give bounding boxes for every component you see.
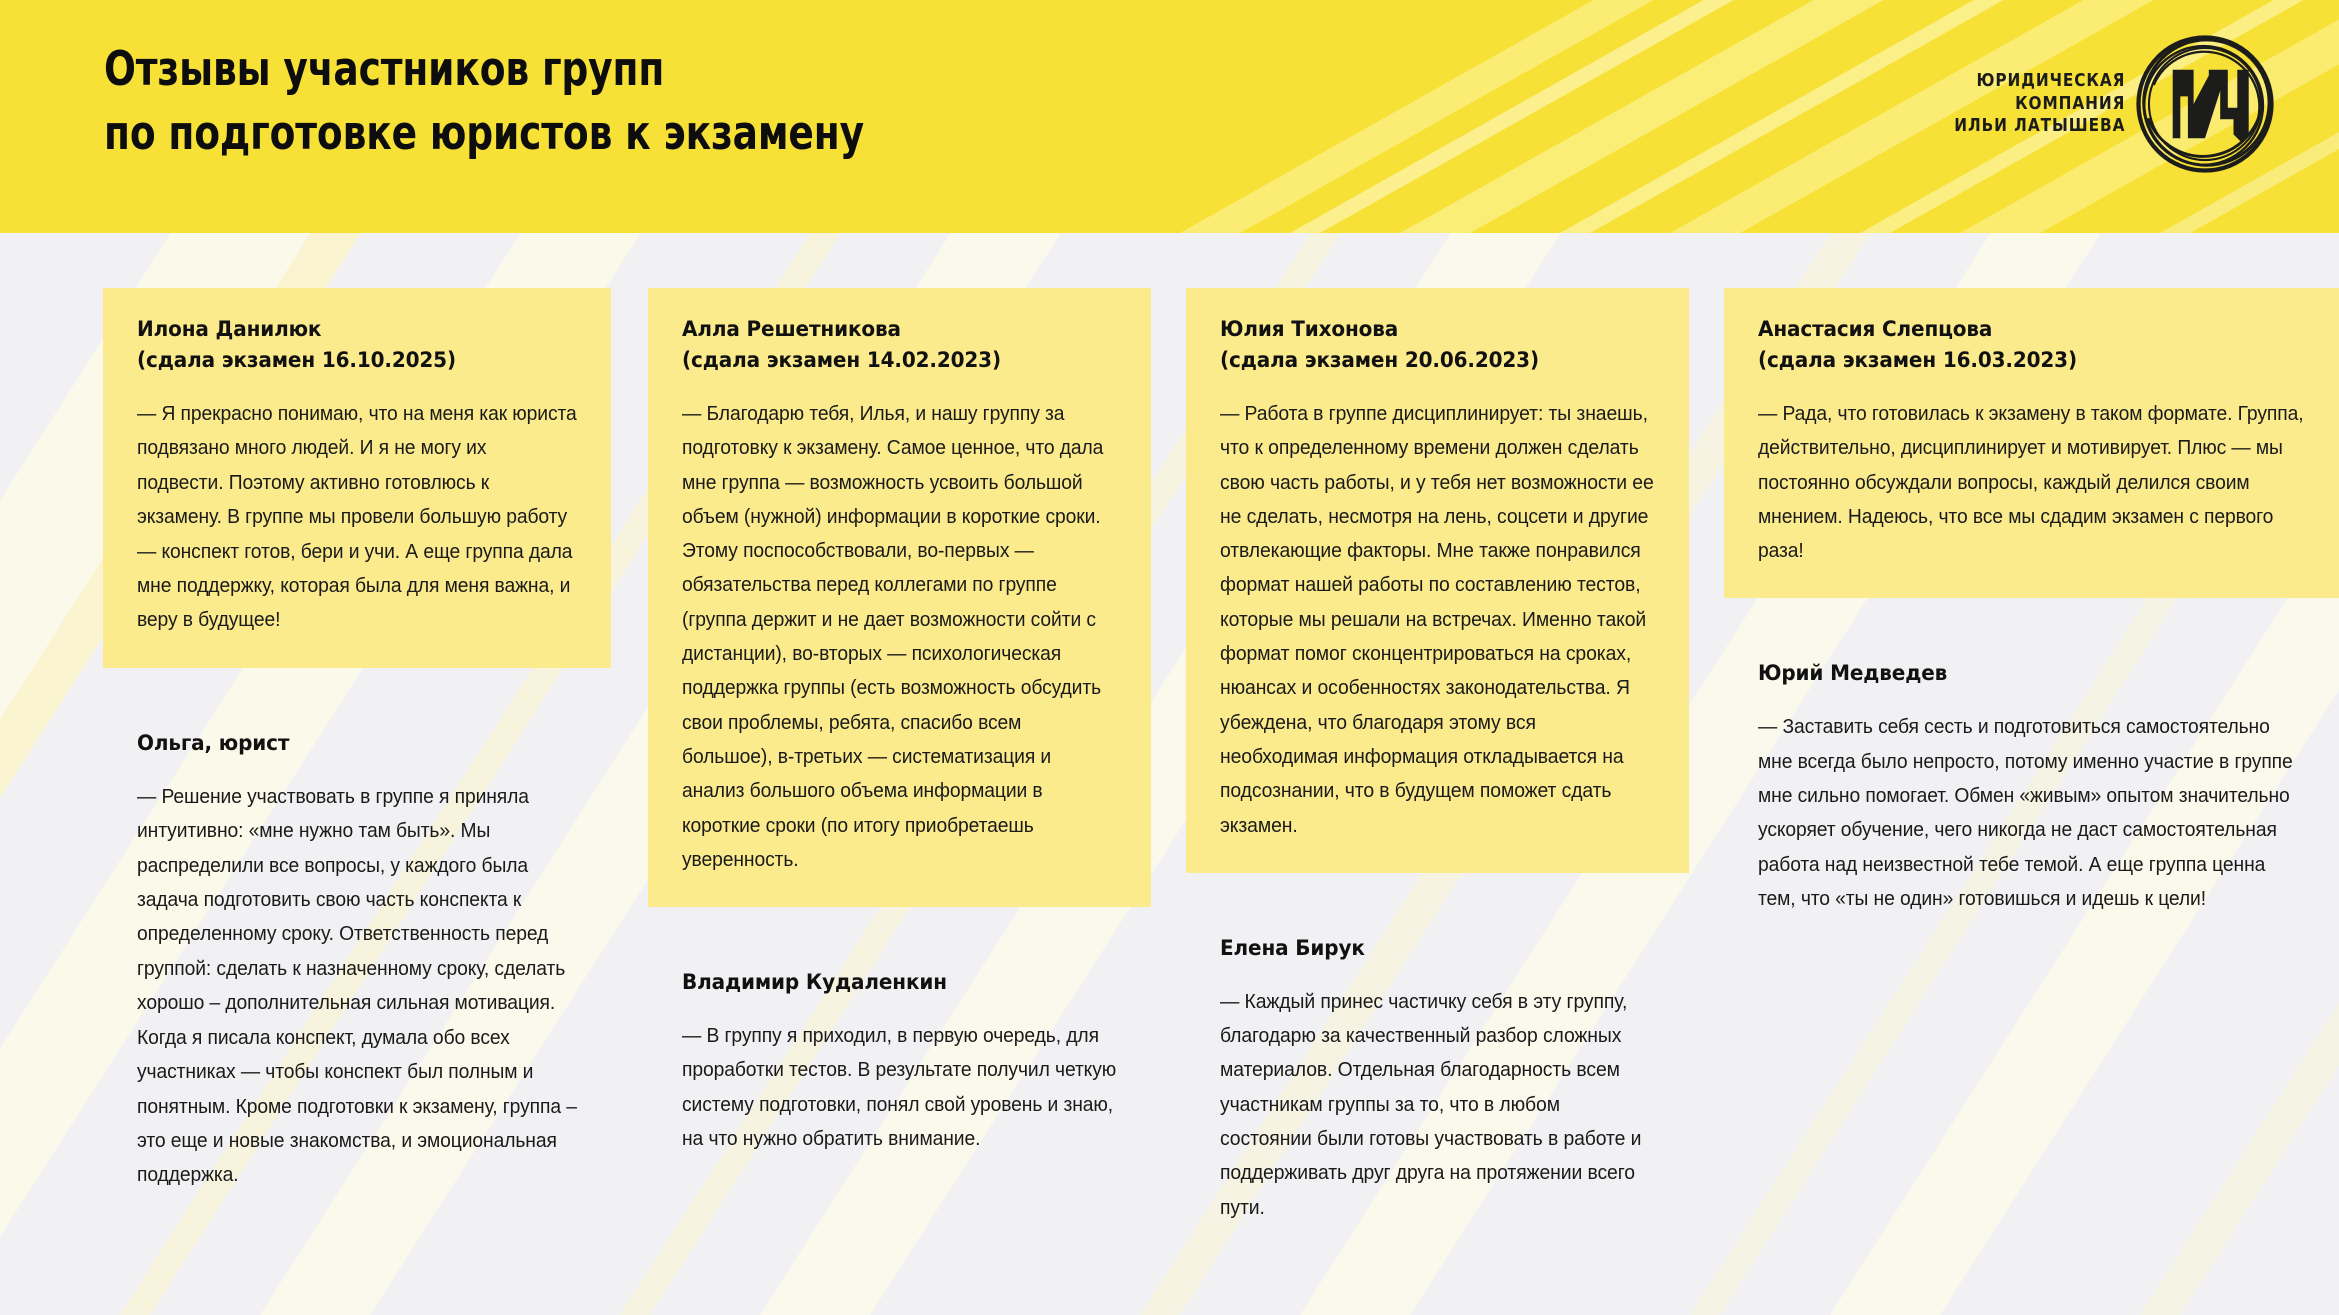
testimonial-column-3 — [1151, 288, 1689, 1315]
testimonial-author: Ольга, юрист — [137, 730, 290, 756]
testimonial-column-1 — [0, 288, 611, 1315]
page-title-line-2: по подготовке юристов к экзамену — [104, 106, 864, 161]
page-title-line-1: Отзывы участников групп — [104, 42, 665, 97]
logo-line-1: ЮРИДИЧЕСКАЯ — [1976, 70, 2125, 92]
testimonial-card — [1724, 632, 2339, 946]
header-band — [0, 0, 2339, 233]
testimonial-text: — Я прекрасно понимаю, что на меня как юриста подвязано много людей. И я не могу их подвести. Поэтому активно готовлюсь к экзамену. В группе мы провели большую работу — конспект готов, бери и учи. А еще группа дала мне поддержку, которая была для меня важна, и веру в будущее! — [137, 403, 577, 632]
testimonial-author: Анастасия Слепцова — [1758, 317, 1993, 342]
testimonial-author: Илона Данилюк — [137, 317, 322, 342]
testimonial-card — [103, 702, 611, 1223]
testimonial-text: — В группу я приходил, в первую очередь, для проработки тестов. В результате получил четкую систему подготовки, понял свой уровень и знаю, на что нужно обратить внимание. — [682, 1025, 1117, 1151]
testimonial-card — [103, 288, 611, 668]
testimonial-exam-date: (сдала экзамен 16.03.2023) — [1758, 348, 2077, 373]
testimonial-exam-date: (сдала экзамен 16.10.2025) — [137, 348, 456, 373]
testimonial-column-2 — [611, 288, 1151, 1315]
testimonials-grid — [0, 233, 2339, 1315]
testimonial-text: — Работа в группе дисциплинирует: ты знаешь, что к определенному времени должен сделать свою часть работы, и у тебя нет возможности ее не сделать, несмотря на лень, соцсети и другие отвлекающие факторы. Мне также понравился формат нашей работы по составлению тестов, которые мы решали на встречах. Именно такой формат помог сконцентрироваться на сроках, нюансах и особенностях законодательства. Я убеждена, что благодаря этому вся необходимая информация откладывается на подсознании, что в будущем поможет сдать экзамен. — [1220, 403, 1654, 837]
testimonial-text: — Заставить себя сесть и подготовиться самостоятельно мне всегда было непросто, потому именно участие в группе мне сильно помогает. Обмен «живым» опытом значительно ускоряет обучение, чего никогда не даст самостоятельная работа над неизвестной тебе темой. А еще группа ценна тем, что «ты не один» готовишься и идешь к цели! — [1758, 716, 2293, 910]
testimonial-author: Алла Решетникова — [682, 317, 901, 342]
company-logo — [1924, 28, 2281, 180]
testimonial-author: Владимир Кудаленкин — [682, 970, 947, 996]
testimonial-author: Юрий Медведев — [1758, 661, 1948, 687]
testimonial-author: Юлия Тихонова — [1220, 317, 1399, 342]
testimonial-text: — Рада, что готовилась к экзамену в таком формате. Группа, действительно, дисциплинирует и мотивирует. Плюс — мы постоянно обсуждали вопросы, каждый делился своим мнением. Надеюсь, что все мы сдадим экзамен с первого раза! — [1758, 403, 2304, 563]
logo-wordmark — [1954, 70, 2125, 138]
logo-line-2: КОМПАНИЯ — [2014, 92, 2125, 114]
logo-line-3: ИЛЬИ ЛАТЫШЕВА — [1953, 115, 2125, 137]
testimonial-column-4 — [1689, 288, 2339, 1315]
page-title — [104, 38, 864, 166]
testimonial-exam-date: (сдала экзамен 20.06.2023) — [1220, 348, 1539, 373]
testimonial-author: Елена Бирук — [1220, 935, 1365, 961]
testimonial-card — [1186, 288, 1689, 873]
testimonial-card — [1724, 288, 2339, 598]
testimonial-text: — Решение участвовать в группе я приняла интуитивно: «мне нужно там быть». Мы распределили все вопросы, у каждого была задача подготовить свою часть конспекта к определенному сроку. Ответственность перед группой: сделать к назначенному сроку, сделать хорошо – дополнительная сильная мотивация. Когда я писала конспект, думала обо всех участниках — чтобы конспект был полным и понятным. Кроме подготовки к экзамену, группа – это еще и новые знакомства, и эмоциональная поддержка. — [137, 785, 577, 1187]
testimonial-card — [648, 941, 1151, 1186]
testimonial-text: — Каждый принес частичку себя в эту группу, благодарю за качественный разбор сложных материалов. Отдельная благодарность всем участникам группы за то, что в любом состоянии были готовы участвовать в работе и поддерживать друг друга на протяжении всего пути. — [1220, 990, 1642, 1219]
testimonial-text: — Благодарю тебя, Илья, и нашу группу за подготовку к экзамену. Самое ценное, что дала мне группа — возможность усвоить большой объем (нужной) информации в короткие сроки. Этому поспособствовали, во-первых — обязательства перед коллегами по группе (группа держит и не дает возможности сойти с дистанции), во-вторых — психологическая поддержка группы (есть возможность обсудить свои проблемы, ребята, спасибо всем большое), в-третьих — систематизация и анализ большого объема информации в короткие сроки (по итогу приобретаешь уверенность. — [682, 403, 1104, 871]
testimonial-card — [1186, 907, 1689, 1255]
testimonial-card — [648, 288, 1151, 907]
testimonial-exam-date: (сдала экзамен 14.02.2023) — [682, 348, 1001, 373]
lawyer-company-circular-emblem-icon — [2129, 28, 2281, 180]
